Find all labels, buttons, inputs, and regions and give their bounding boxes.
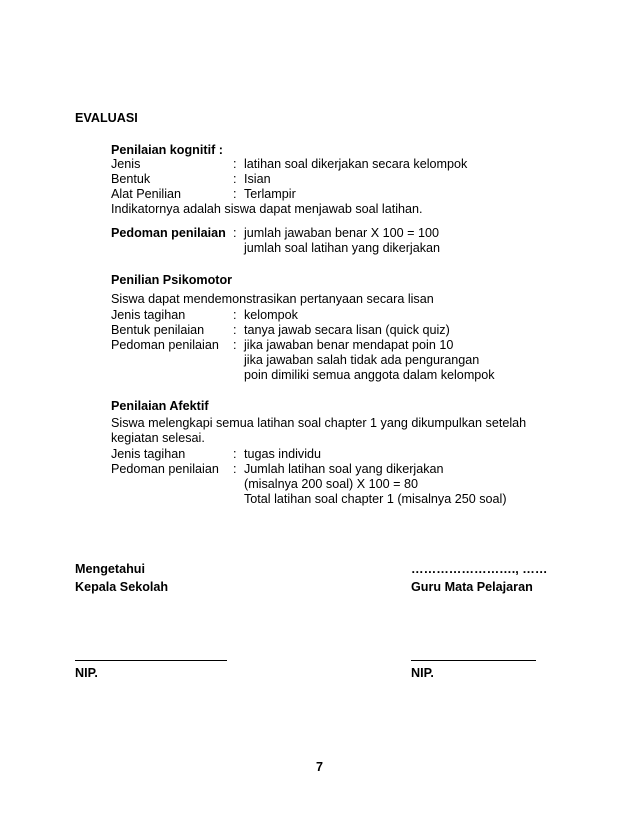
row-value: Jumlah latihan soal yang dikerjakan (244, 462, 444, 476)
row-value: kelompok (244, 308, 298, 322)
afektif-extra-line: Total latihan soal chapter 1 (misalnya 250 soal) (244, 492, 507, 506)
row-colon: : (233, 157, 237, 171)
row-label: Bentuk penilaian (111, 323, 205, 337)
row-colon: : (233, 187, 237, 201)
row-label: Bentuk (111, 172, 151, 186)
signature-line-left (75, 660, 227, 661)
afektif-heading: Penilaian Afektif (111, 399, 209, 413)
psikomotor-extra-line: jika jawaban salah tidak ada pengurangan (244, 353, 480, 367)
signature-left-line2: Kepala Sekolah (75, 580, 169, 594)
row-value: latihan soal dikerjakan secara kelompok (244, 157, 468, 171)
signature-left-line1: Mengetahui (75, 562, 145, 576)
row-colon: : (233, 323, 237, 337)
row-colon: : (233, 308, 237, 322)
row-label: Jenis (111, 157, 141, 171)
row-colon: : (233, 462, 237, 476)
kognitif-heading: Penilaian kognitif : (111, 143, 223, 157)
psikomotor-extra-line: poin dimiliki semua anggota dalam kelompok (244, 368, 495, 382)
afektif-desc-line: kegiatan selesai. (111, 431, 205, 445)
pedoman-line: jumlah soal latihan yang dikerjakan (244, 241, 441, 255)
row-label: Alat Penilian (111, 187, 182, 201)
afektif-desc-line: Siswa melengkapi semua latihan soal chapter 1 yang dikumpulkan setelah (111, 416, 527, 430)
pedoman-line: jumlah jawaban benar X 100 = 100 (244, 226, 439, 240)
nip-right: NIP. (411, 666, 434, 680)
signature-line-right (411, 660, 536, 661)
row-colon: : (233, 172, 237, 186)
psikomotor-desc: Siswa dapat mendemonstrasikan pertanyaan secara lisan (111, 292, 434, 306)
row-label: Pedoman penilaian (111, 338, 219, 352)
page-title: EVALUASI (75, 111, 138, 125)
psikomotor-heading: Penilian Psikomotor (111, 273, 233, 287)
nip-left: NIP. (75, 666, 98, 680)
row-label: Jenis tagihan (111, 447, 186, 461)
row-label: Jenis tagihan (111, 308, 186, 322)
row-colon: : (233, 226, 237, 240)
row-colon: : (233, 447, 237, 461)
row-value: jika jawaban benar mendapat poin 10 (244, 338, 454, 352)
row-value: tanya jawab secara lisan (quick quiz) (244, 323, 450, 337)
signature-right-line1: ……………………., …… (411, 562, 548, 576)
signature-right-line2: Guru Mata Pelajaran (411, 580, 533, 594)
row-value: tugas individu (244, 447, 322, 461)
kognitif-indicator: Indikatornya adalah siswa dapat menjawab soal latihan. (111, 202, 423, 216)
row-value: Terlampir (244, 187, 296, 201)
pedoman-label: Pedoman penilaian (111, 226, 226, 240)
row-label: Pedoman penilaian (111, 462, 219, 476)
row-value: Isian (244, 172, 271, 186)
page-number: 7 (316, 760, 324, 774)
row-colon: : (233, 338, 237, 352)
afektif-extra-line: (misalnya 200 soal) X 100 = 80 (244, 477, 418, 491)
